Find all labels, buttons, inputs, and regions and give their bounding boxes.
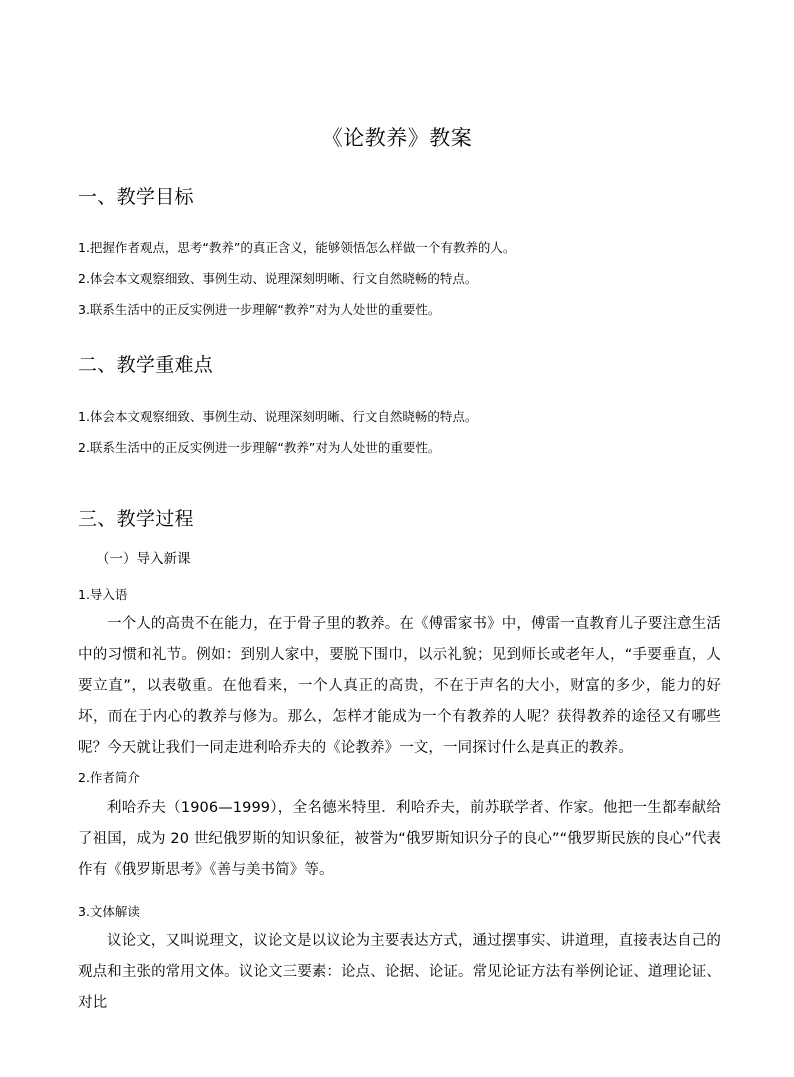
paragraph-author: 利哈乔夫（1906—1999），全名德米特里．利哈乔夫，前苏联学者、作家。他把一生都奉献给了祖国，成为 20 世纪俄罗斯的知识象征，被誉为“俄罗斯知识分子的良心”“俄罗斯民族的良心”代表作有《俄罗斯思考》《善与美书简》等。: [78, 800, 721, 878]
section-heading-process: 三、教学过程: [78, 508, 194, 530]
block-label-author: 2.作者简介: [78, 770, 140, 785]
paragraph-genre: 议论文，又叫说理文，议论文是以议论为主要表达方式，通过摆事实、讲道理，直接表达自己的观点和主张的常用文体。议论文三要素：论点、论据、论证。常见论证方法有举例论证、道理论证、对比: [78, 933, 721, 1011]
block-label-genre: 3.文体解读: [78, 904, 140, 919]
key-point-item-1: 1.体会本文观察细致、事例生动、说理深刻明晰、行文自然晓畅的特点。: [78, 409, 478, 424]
paragraph-intro: 一个人的高贵不在能力，在于骨子里的教养。在《傅雷家书》中，傅雷一直教育儿子要注意生活中的习惯和礼节。例如：到别人家中，要脱下围巾，以示礼貌；见到师长或老年人，“手要垂直，人要立直”，以表敬重。在他看来，一个人真正的高贵，不在于声名的大小，财富的多少，能力的好坏，而在于内心的教养与修为。那么，怎样才能成为一个有教养的人呢？获得教养的途径又有哪些呢？今天就让我们一同走进利哈乔夫的《论教养》一文，一同探讨什么是真正的教养。: [78, 616, 721, 756]
section-heading-key-points: 二、教学重难点: [78, 354, 214, 376]
document-title: 《论教养》教案: [321, 126, 473, 150]
block-label-intro: 1.导入语: [78, 587, 128, 602]
objective-item-3: 3.联系生活中的正反实例进一步理解“教养”对为人处世的重要性。: [78, 302, 441, 317]
subsection-heading-intro: （一）导入新课: [96, 551, 191, 567]
section-heading-objectives: 一、教学目标: [78, 186, 194, 208]
objective-item-1: 1.把握作者观点，思考“教养”的真正含义，能够领悟怎么样做一个有教养的人。: [78, 240, 516, 255]
key-point-item-2: 2.联系生活中的正反实例进一步理解“教养”对为人处世的重要性。: [78, 440, 441, 455]
objective-item-2: 2.体会本文观察细致、事例生动、说理深刻明晰、行文自然晓畅的特点。: [78, 271, 478, 286]
